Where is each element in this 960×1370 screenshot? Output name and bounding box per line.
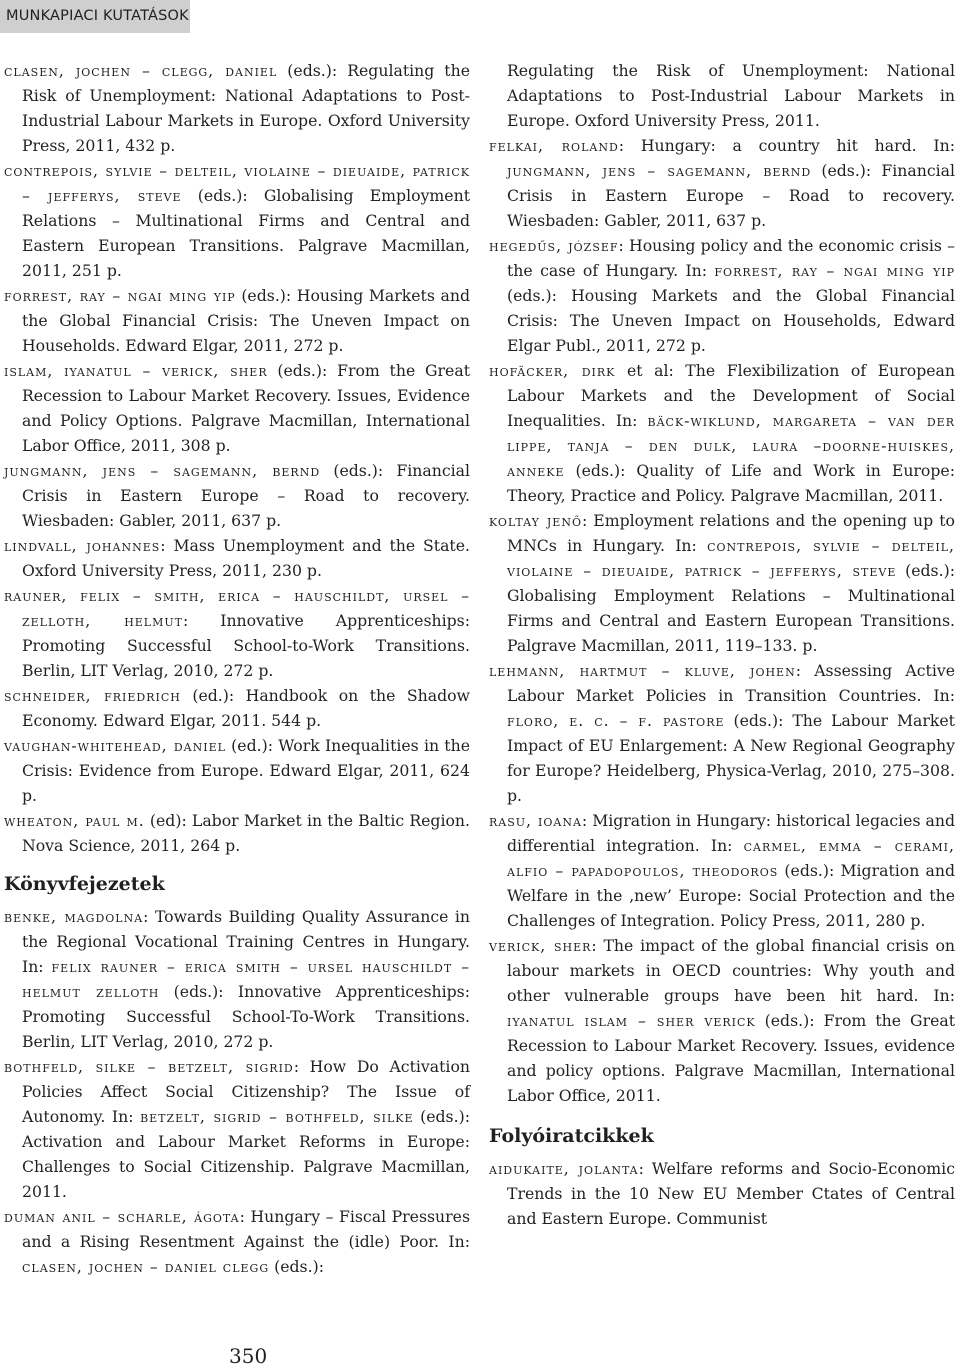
left-column	[4, 58, 470, 1279]
entry-text: (eds.): Housing Markets and the Global Financial Crisis: The Uneven Impact on Households, Edward Elgar Publ., 2011, 272 p.	[507, 286, 955, 355]
entry-authors: floro, e. c. – f. pastore	[507, 711, 725, 730]
bibliography-entry	[4, 283, 470, 358]
entry-text: (eds.): Housing Markets and the Global Financial Crisis: The Uneven Impact on Households. Edward Elgar, 2011, 272 p.	[22, 286, 470, 355]
entry-authors: jungmann, jens – sagemann, bernd	[507, 161, 812, 180]
entry-authors: schneider, friedrich	[4, 686, 181, 705]
bibliography-entry	[489, 58, 955, 133]
entry-authors: carmel, emma – cerami, alfio – papadopoulos, theodoros	[507, 836, 955, 880]
running-header: MUNKAPIACI KUTATÁSOK	[0, 0, 190, 33]
bibliography-entry	[4, 1204, 470, 1279]
entry-text: (eds.): Regulating the Risk of Unemployment: National Adaptations to Post-Industrial Labour Markets in Europe. Oxford University Press, 2011, 432 p.	[22, 61, 470, 155]
book-list	[4, 58, 470, 858]
entry-text: : Employment relations and the opening up to MNCs in Hungary. In:	[507, 511, 955, 555]
bibliography-entry	[489, 933, 955, 1108]
entry-text: : Housing policy and the economic crisis – the case of Hungary. In:	[507, 236, 956, 280]
entry-authors: vaughan-whitehead, daniel	[4, 736, 226, 755]
bibliography-entry	[4, 358, 470, 458]
bibliography-entry	[489, 1156, 955, 1231]
entry-text: : How Do Activation Policies Affect Social Citizenship? The Issue of Autonomy. In:	[22, 1057, 470, 1126]
entry-authors: lehmann, hartmut – kluve, johen	[489, 661, 796, 680]
entry-text: (eds.):	[269, 1257, 325, 1276]
bibliography-entry	[4, 733, 470, 808]
entry-text: (eds.): Financial Crisis in Eastern Europe – Road to recovery. Wiesbaden: Gabler, 2011, 637 p.	[22, 461, 470, 530]
entry-text: (eds.): Activation and Labour Market Reforms in Europe: Challenges to Social Citizenship. Palgrave Macmillan, 2011.	[22, 1107, 470, 1201]
entry-text: : Hungary: a country hit hard. In:	[618, 136, 955, 155]
entry-authors: koltay jenő	[489, 511, 582, 530]
entry-authors: forrest, ray – ngai ming yip	[714, 261, 956, 280]
entry-authors: forrest, ray – ngai ming yip	[4, 286, 236, 305]
bibliography-entry	[4, 158, 470, 283]
entry-authors: bäck-wiklund, margareta – van der lippe, tanja – den dulk, laura –doorne-huiskes, anneke	[507, 411, 955, 480]
entry-authors: jungmann, jens – sagemann, bernd	[4, 461, 321, 480]
section-heading-chapters: Könyvfejezetek	[4, 873, 165, 895]
entry-authors: contrepois, sylvie – delteil, violaine – dieuaide, patrick – jefferys, steve	[4, 161, 470, 205]
entry-text: : Mass Unemployment and the State. Oxford University Press, 2011, 230 p.	[22, 536, 471, 580]
entry-authors: duman anil – scharle, ágota	[4, 1207, 240, 1226]
bibliography-entry	[4, 808, 470, 858]
entry-authors: aidukaite, jolanta	[489, 1159, 639, 1178]
entry-authors: benke, magdolna	[4, 907, 144, 926]
entry-text: et al: The Flexibilization of European Labour Markets and the Development of Social Inequalities. In:	[507, 361, 955, 430]
entry-text: Regulating the Risk of Unemployment: National Adaptations to Post-Industrial Labour Markets in Europe. Oxford University Press, 2011.	[507, 61, 955, 130]
bibliography-entry	[4, 904, 470, 1054]
bibliography-entry	[4, 583, 470, 683]
article-list	[489, 1156, 955, 1231]
entry-text: (eds.): Migration and Welfare in the ‚new’ Europe: Social Protection and the Challenges of Integration. Policy Press, 2011, 280 p.	[507, 861, 955, 930]
bibliography-entry	[4, 1054, 470, 1204]
entry-text: (eds.): Globalising Employment Relations – Multinational Firms and Central and Eastern European Transitions. Palgrave Macmillan, 2011, 119–133. p.	[507, 561, 955, 655]
page-number: 350	[229, 1344, 268, 1368]
entry-authors: clasen, jochen – clegg, daniel	[4, 61, 278, 80]
entry-authors: betzelt, sigrid – bothfeld, silke	[140, 1107, 414, 1126]
right-column	[489, 58, 955, 1231]
entry-text: : Hungary – Fiscal Pressures and a Rising Resentment Against the (idle) Poor. In:	[22, 1207, 470, 1251]
chapter-list	[4, 904, 470, 1279]
entry-text: : Innovative Apprenticeships: Promoting Successful School-to-Work Transitions. Berlin, LIT Verlag, 2010, 272 p.	[22, 611, 470, 680]
entry-authors: bothfeld, silke – betzelt, sigrid	[4, 1057, 294, 1076]
bibliography-entry	[489, 658, 955, 808]
entry-authors: rasu, ioana	[489, 811, 582, 830]
entry-text: : Welfare reforms and Socio-Economic Trends in the 10 New EU Member Ctates of Central and Eastern Europe. Communist	[507, 1159, 955, 1228]
bibliography-entry	[489, 133, 955, 233]
entry-text: : The impact of the global financial crisis on labour markets in OECD countries: Why youth and other vulnerable groups have been hit hard. In:	[507, 936, 955, 1005]
entry-authors: verick, sher	[489, 936, 592, 955]
chapter-list-continued	[489, 58, 955, 1108]
entry-authors: clasen, jochen – daniel clegg	[22, 1257, 270, 1276]
entry-authors: felix rauner – erica smith – ursel hauschildt – helmut zelloth	[22, 957, 470, 1001]
bibliography-entry	[489, 358, 955, 508]
entry-authors: lindvall, johannes	[4, 536, 161, 555]
bibliography-entry	[4, 58, 470, 158]
bibliography-entry	[489, 233, 955, 358]
entry-text: (eds.): From the Great Recession to Labour Market Recovery. Issues, Evidence and Policy Options. Palgrave Macmillan, International Labor Office, 2011, 308 p.	[22, 361, 470, 455]
entry-authors: wheaton, paul m.	[4, 811, 145, 830]
entry-text: (eds.): Globalising Employment Relations – Multinational Firms and Central and Eastern European Transitions. Palgrave Macmillan, 2011, 251 p.	[22, 186, 470, 280]
entry-text: (eds.): Financial Crisis in Eastern Europe – Road to recovery. Wiesbaden: Gabler, 2011, 637 p.	[507, 161, 955, 230]
entry-text: : Towards Building Quality Assurance in the Regional Vocational Training Centres in Hungary. In:	[22, 907, 470, 976]
entry-text: (ed.): Work Inequalities in the Crisis: Evidence from Europe. Edward Elgar, 2011, 624 p.	[22, 736, 470, 805]
bibliography-entry	[4, 458, 470, 533]
entry-authors: iyanatul islam – sher verick	[507, 1011, 756, 1030]
entry-text: (eds.): The Labour Market Impact of EU Enlargement: A New Regional Geography for Europe? Heidelberg, Physica-Verlag, 2010, 275–308. p.	[507, 711, 955, 805]
entry-authors: hofäcker, dirk	[489, 361, 616, 380]
section-heading-articles: Folyóiratcikkek	[489, 1125, 654, 1147]
entry-text: (eds.): From the Great Recession to Labour Market Recovery. Issues, evidence and policy options. Palgrave Macmillan, International Labor Office, 2011.	[507, 1011, 956, 1105]
bibliography-entry	[489, 808, 955, 933]
entry-text: (eds.): Quality of Life and Work in Europe: Theory, Practice and Policy. Palgrave Macmillan, 2011.	[507, 461, 955, 505]
entry-text: (ed): Labor Market in the Baltic Region. Nova Science, 2011, 264 p.	[22, 811, 471, 855]
entry-authors: islam, iyanatul – verick, sher	[4, 361, 268, 380]
bibliography-entry	[4, 533, 470, 583]
entry-authors: hegedűs, józsef	[489, 236, 619, 255]
bibliography-entry	[489, 508, 955, 658]
entry-authors: felkai, roland	[489, 136, 619, 155]
bibliography-entry	[4, 683, 470, 733]
entry-authors: rauner, felix – smith, erica – hauschildt, ursel – zelloth, helmut	[4, 586, 470, 630]
entry-text: (ed.): Handbook on the Shadow Economy. Edward Elgar, 2011. 544 p.	[22, 686, 470, 730]
entry-text: : Assessing Active Labour Market Policies in Transition Countries. In:	[507, 661, 955, 705]
entry-text: : Migration in Hungary: historical legacies and differential integration. In:	[507, 811, 955, 855]
entry-authors: contrepois, sylvie – delteil, violaine – dieuaide, patrick – jefferys, steve	[507, 536, 955, 580]
entry-text: (eds.): Innovative Apprenticeships: Promoting Successful School-To-Work Transitions. Berlin, LIT Verlag, 2010, 272 p.	[22, 982, 470, 1051]
